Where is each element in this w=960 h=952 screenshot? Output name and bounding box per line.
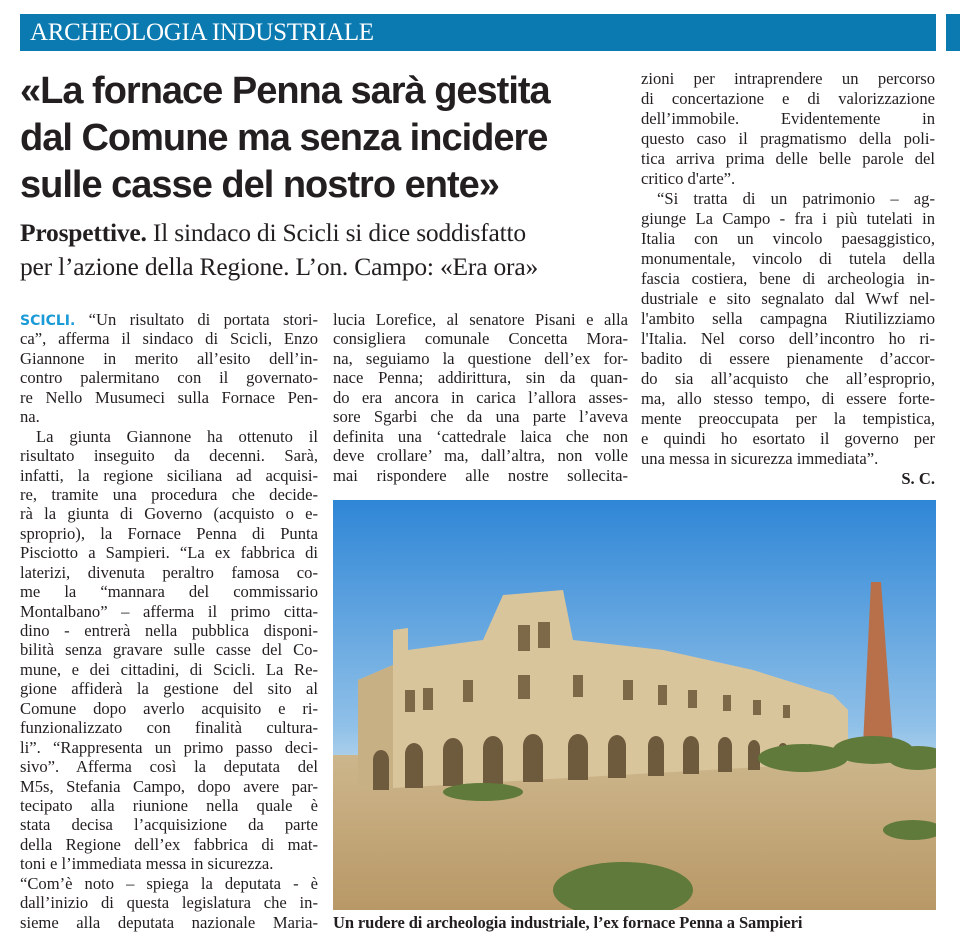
article-line: “Si tratta di un patrimonio – ag- [657,189,935,208]
dateline: SCICLI. [20,313,76,329]
article-line: monumentale, vincolo di tutela della [641,249,935,268]
photo-caption: Un rudere di archeologia industriale, l’ex fornace Penna a Sampieri [333,913,803,932]
subheadline-line [20,216,630,250]
article-line: na, seguiamo la questione dell’ex for- [333,348,628,368]
article-line: SCICLI. “Un risultato di portata stori- [20,310,318,329]
article-column-2 [333,310,628,485]
article-line: dall’inizio di questa legislatura che in- [20,893,318,913]
subheadline-kicker: Prospettive. [20,218,147,247]
article-line: mente preoccupata per la tempistica, [641,409,935,428]
article-line: dustriale e sito segnalato dal Wwf nel- [641,289,935,308]
article-line: rà la giunta di Governo (acquisto o e- [20,504,318,524]
article-line: tica arriva prima delle belle parole del [641,149,935,168]
article-line: do sia all’acquisto che all’esproprio, [641,369,935,388]
article-line: giunge La Campo - fra i più tutelati in [641,209,935,228]
article-line: li”. “Rappresenta un primo passo deci- [20,737,318,757]
article-line: Giannone in merito all’esito dell’in- [20,348,318,368]
article-column-3 [641,69,935,489]
article-line: La giunta Giannone ha ottenuto il [36,426,318,446]
article-line: fascia costiera, bene di archeologia in- [641,269,935,288]
article-line: na. [20,407,40,427]
headline-line: dal Comune ma senza incidere [20,117,548,159]
article-line: critico d'arte”. [641,169,736,188]
article-line: lucia Lorefice, al senatore Pisani e alla [333,310,628,329]
article-line: re, tramite una procedura che decide- [20,484,318,504]
article-line: l'Italia. Nel corso dell’incontro ho ri- [641,329,935,348]
article-line: nace Penna; addirittura, sin da quan- [333,368,628,388]
article-line: “Com’è noto – spiega la deputata - è [20,873,318,893]
article-line: M5s, Stefania Campo, dopo avere par- [20,776,318,796]
fornace-penna-photo [333,500,936,910]
article-line: definita una ‘cattedrale laica che non [333,426,628,446]
article-line: ca”, afferma il sindaco di Scicli, Enzo [20,329,318,349]
banner-edge [946,14,960,51]
article-line: questo caso il pragmatismo della poli- [641,129,935,148]
article-line: laterizi, divenuta peraltro famosa co- [20,562,318,582]
article-line: l'ambito sella campagna Riutilizziamo [641,309,935,328]
article-line: mune, e dei cittadini, di Scicli. La Re- [20,659,318,679]
article-line: funzionalizzato con finalità cultura- [20,718,318,738]
article-line: Montalbano” – afferma il primo citta- [20,601,318,621]
article-line: sproprio), la Fornace Penna di Punta [20,523,318,543]
article-line: dino - entrerà nella pubblica disponi- [20,621,318,640]
headline [20,68,632,209]
article-line: di concertazione e di valorizzazione [641,89,935,108]
headline-line: «La fornace Penna sarà gestita [20,70,550,112]
article-line: tecipato alla riunione nella quale è [20,795,318,815]
article-line: gione affiderà la gestione del sito al [20,679,318,699]
article-line: badito di essere pienamente d’accor- [641,349,935,368]
article-line: consigliera comunale Concetta Mora- [333,329,628,349]
section-banner [20,14,936,51]
article-line: zioni per intraprendere un percorso [641,69,935,88]
article-line: sieme alla deputata nazionale Maria- [20,912,318,932]
article-line: do era ancora in carica l’allora asses- [333,387,628,407]
article-line: risultato inseguito da decenni. Sarà, [20,446,318,466]
article-line: toni e l’immediata messa in sicurezza. [20,854,274,874]
subheadline-text: Il sindaco di Scicli si dice soddisfatto [146,218,526,247]
article-column-1 [20,310,318,932]
article-line: bilità senza gravare sulle casse del Co- [20,640,318,660]
headline-line: sulle casse del nostro ente» [20,164,499,206]
article-line: stata decisa l’acquisizione da parte [20,815,318,835]
article-line: Comune dopo averlo acquisito e ri- [20,698,318,718]
article-line: Pisciotto a Sampieri. “La ex fabbrica di [20,543,318,563]
article-line: ma, allo stesso tempo, di essere forte- [641,389,935,408]
author-signature: S. C. [901,469,935,488]
article-line: Italia con un vincolo paesaggistico, [641,229,935,248]
article-line: della Regione dell’ex fabbrica di mat- [20,834,318,854]
article-line: me la “mannara del commissario [20,582,318,602]
subheadline-text: per l’azione della Regione. L’on. Campo: «Era ora» [20,252,539,281]
article-line: dell’immobile. Evidentemente in [641,109,935,128]
article-line: e quindi ho esortato il governo per [641,429,935,448]
article-line: sore Sgarbi che da una parte l’aveva [333,407,628,427]
subheadline [20,216,630,284]
section-title: ARCHEOLOGIA INDUSTRIALE [30,19,374,46]
article-line: mai rispondere alle nostre sollecita- [333,465,628,485]
article-photo [333,500,936,910]
article-line: infatti, la regione siciliana ad acquisi- [20,465,318,485]
article-line: deve crollare’ ma, dall’altra, non volle [333,446,628,466]
article-line: sivo”. Afferma così la deputata del [20,757,318,777]
article-line: contro palermitano con il governato- [20,368,318,388]
article-line: una messa in sicurezza immediata”. [641,449,879,468]
article-line: re Nello Musumeci sulla Fornace Pen- [20,387,318,407]
